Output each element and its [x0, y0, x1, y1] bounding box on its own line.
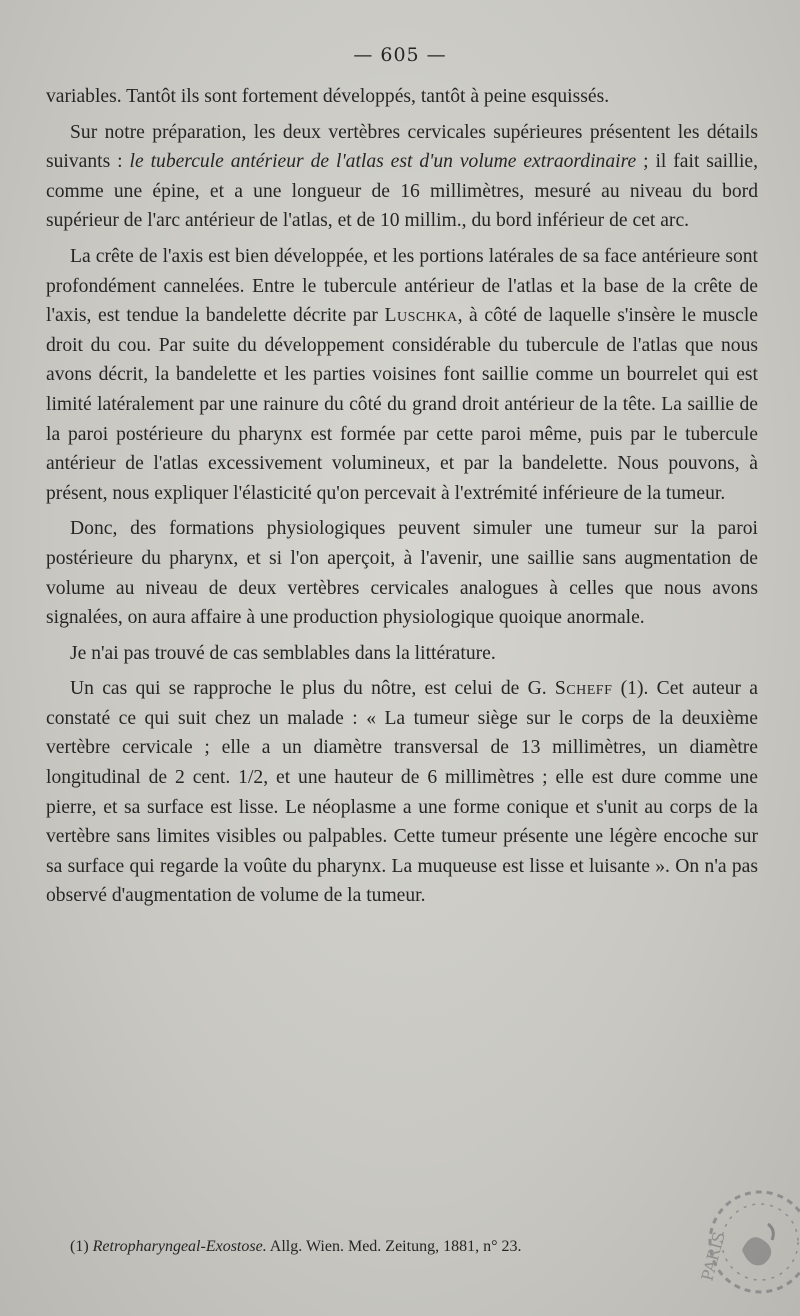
footnote-reference: Allg. Wien. Med. Zeitung, 1881, n° 23. [266, 1238, 522, 1255]
footnote-title: Retropharyngeal-Exostose. [92, 1238, 267, 1255]
paragraph-5 [46, 639, 758, 669]
paragraph-3-text-a: La crête de l'axis est bien développée, et les portions latérales de sa face antérieure sont profondément cannelées. Entre le tubercule antérieur de l'atlas et la base de la crête de l'axis, est tendue la bandelette décrite par [46, 245, 758, 327]
paragraph-1 [46, 82, 758, 112]
paragraph-3 [46, 242, 758, 508]
paragraph-3-text-b: , à côté de laquelle s'insère le muscle droit du cou. Par suite du développement considérable du tubercule de l'atlas que nous avons décrit, la bandelette et les parties voisines font saillie comme un bourrelet qui est limité latéralement par une rainure du côté du grand droit antérieur de la tête. La saillie de la paroi postérieure du pharynx est formée par cette paroi même, puis par le tubercule antérieur de l'atlas excessivement volumineux, et par la bandelette. Nous pouvons, à présent, nous expliquer l'élasticité qu'on percevait à l'extrémité inférieure de la tumeur. [46, 305, 758, 504]
page-number: — 605 — [353, 44, 447, 66]
paragraph-2-italic: le tubercule antérieur de l'atlas est d'un volume extraordinaire [129, 151, 637, 173]
paragraph-2-text-a: Sur notre préparation, les deux vertèbres cervicales supérieures présentent les détails suivants : [46, 121, 758, 173]
paragraph-4 [46, 514, 758, 632]
body-text [46, 82, 758, 917]
footnote-marker: (1) [70, 1238, 93, 1255]
paragraph-4-text: Donc, des formations physiologiques peuvent simuler une tumeur sur la paroi postérieure du pharynx, et si l'on aperçoit, à l'avenir, une saillie sans augmentation de volume au niveau de deux vertèbres cervicales analogues à celles que nous avons signalées, on aura affaire à une production physiologique quoique anormale. [46, 518, 758, 629]
author-scheff: Scheff [554, 678, 613, 700]
library-stamp [690, 1172, 800, 1302]
paragraph-5-text: Je n'ai pas trouvé de cas semblables dans la littérature. [70, 642, 496, 664]
paragraph-6-text-a: Un cas qui se rapproche le plus du nôtre, est celui de G. [70, 678, 555, 700]
paragraph-6 [46, 674, 758, 911]
paragraph-2-text-b: ; il fait saillie, comme une épine, et a une longueur de 16 millimètres, mesuré au niveau du bord supérieur de l'arc antérieur de l'atlas, et de 10 millim., du bord inférieur de cet arc. [46, 151, 758, 232]
paragraph-6-text-b: (1). Cet auteur a constaté ce qui suit chez un malade : « La tumeur siège sur le corps de la deuxième vertèbre cervicale ; elle a un diamètre transversal de 13 millimètres, un diamètre longitudinal de 2 cent. 1/2, et une hauteur de 6 millimètres ; elle est dure comme une pierre, et sa surface est lisse. Le néoplasme a une forme conique et s'unit au corps de la vertèbre sans limites visibles ou palpables. Cette tumeur présente une légère encoche sur sa surface qui regarde la voûte du pharynx. La muqueuse est lisse et luisante ». On n'a pas observé d'augmentation de volume de la tumeur. [46, 678, 758, 907]
footnote [70, 1236, 710, 1258]
author-luschka: Luschka [384, 305, 458, 327]
stamp-text: PARIS [697, 1229, 729, 1284]
paragraph-1-text: variables. Tantôt ils sont fortement développés, tantôt à peine esquissés. [46, 86, 610, 107]
paragraph-2 [46, 118, 758, 236]
